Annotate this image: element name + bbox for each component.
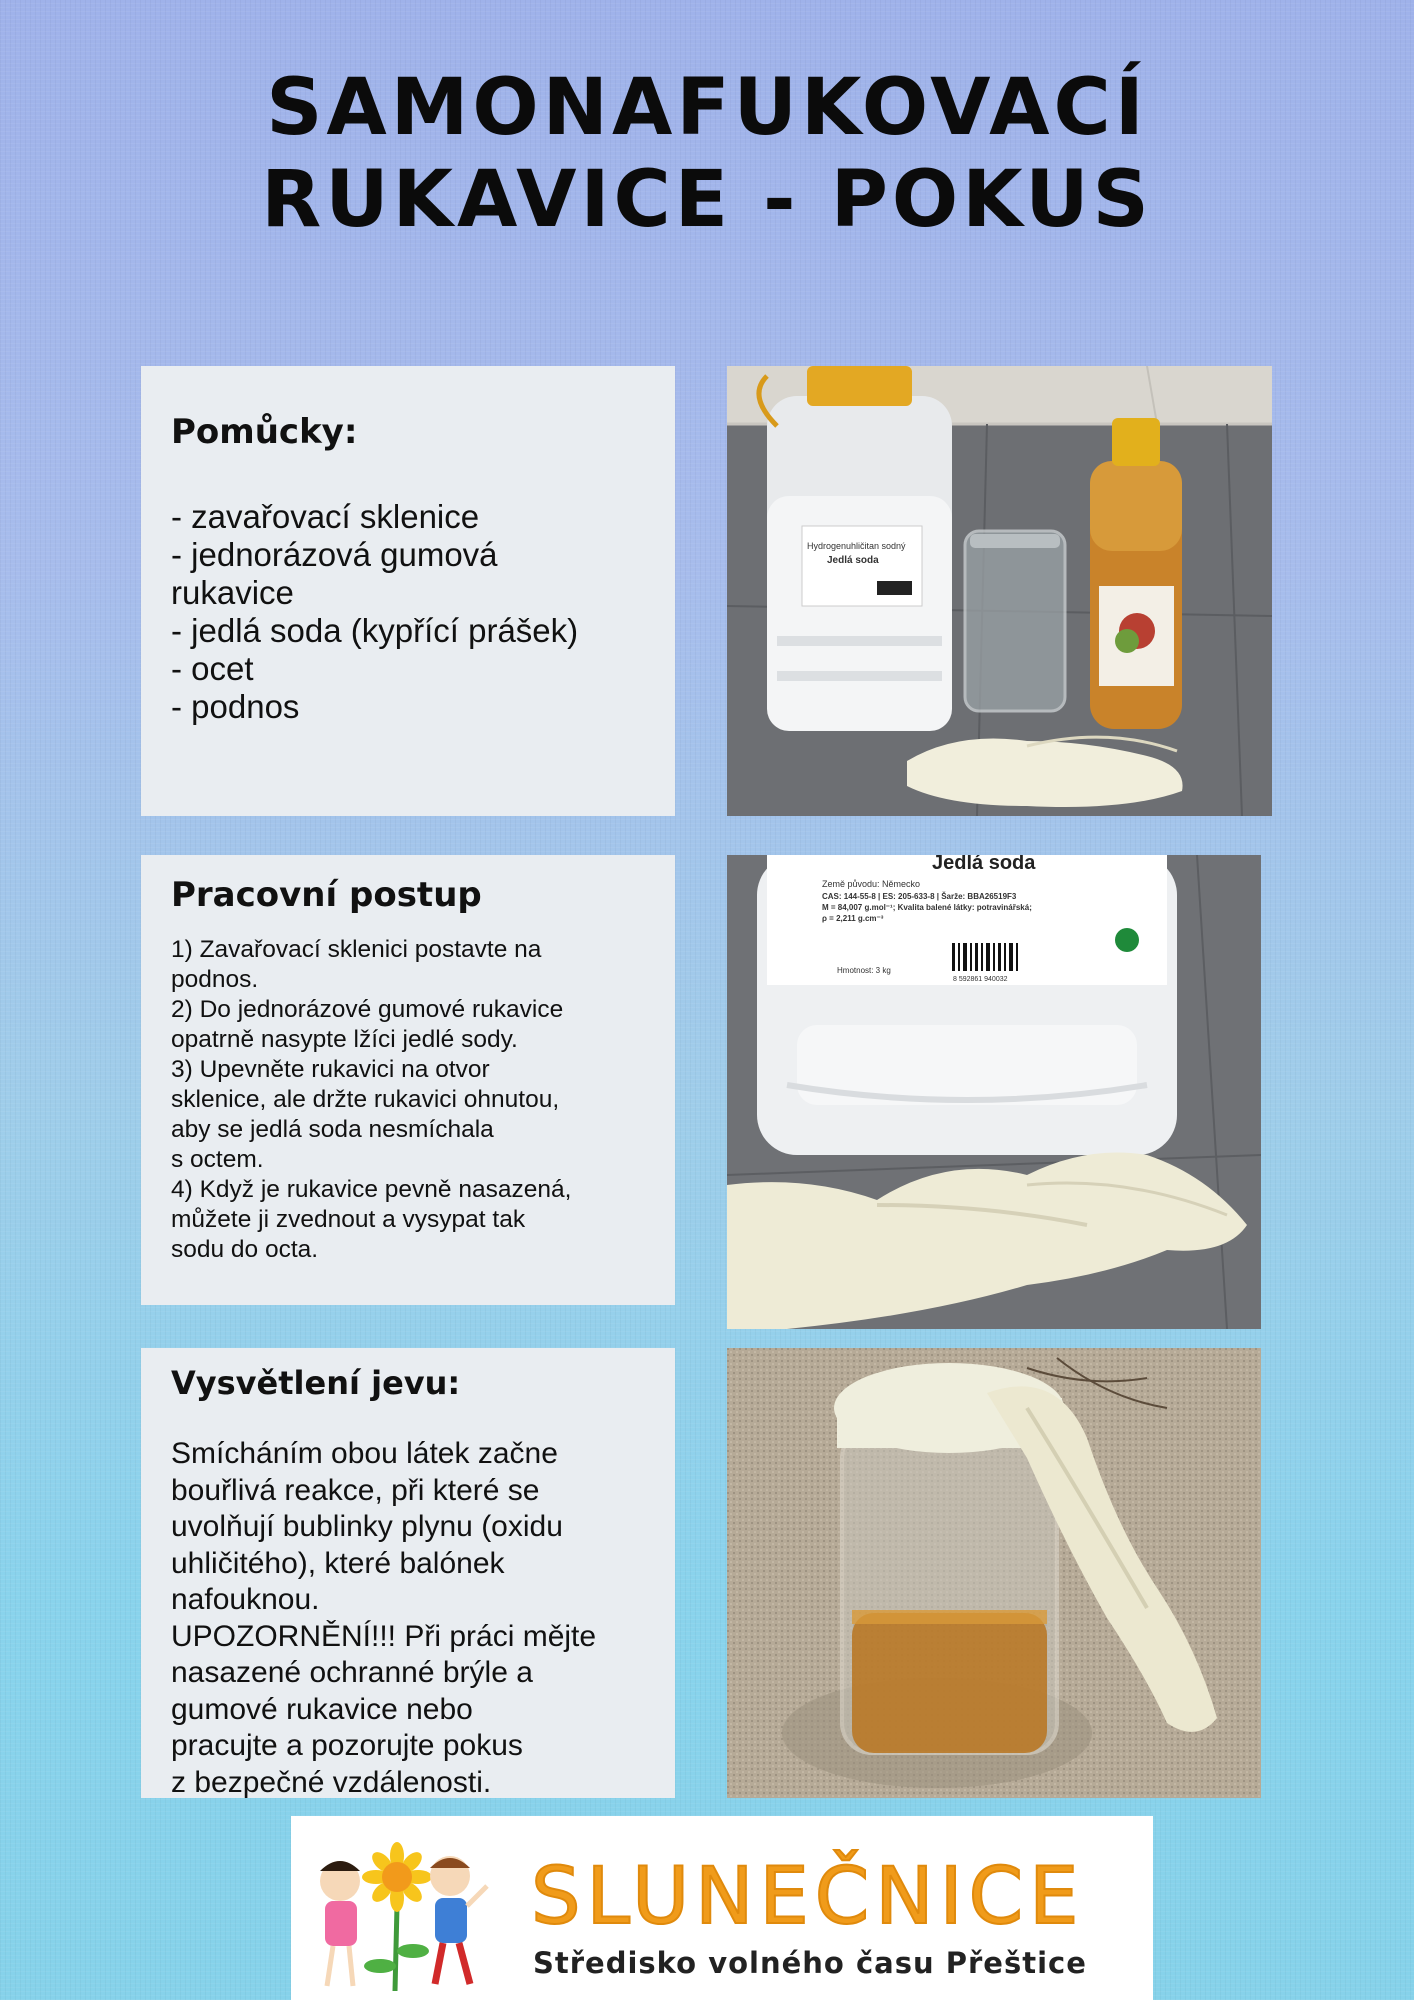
- list-item: sodu do octa.: [171, 1236, 319, 1263]
- procedure-card: [141, 855, 675, 1305]
- barcode-digits: 8 592861 940032: [953, 976, 1008, 983]
- explanation-text: [171, 1436, 653, 1798]
- list-item: - podnos: [171, 688, 300, 725]
- list-item: sklenice, ale držte rukavici ohnutou,: [171, 1086, 560, 1113]
- explanation-card: [141, 1348, 675, 1798]
- text-line: pracujte a pozorujte pokus: [171, 1729, 523, 1762]
- bottle-label-text-2: Jedlá soda: [827, 555, 879, 566]
- procedure-heading: Pracovní postup: [171, 875, 482, 915]
- list-item: můžete ji zvednout a vysypat tak: [171, 1206, 526, 1233]
- supplies-photo: [727, 366, 1272, 816]
- page-title-line-2: RUKAVICE - POKUS: [261, 155, 1153, 245]
- text-line: gumové rukavice nebo: [171, 1692, 473, 1726]
- list-item: opatrně nasypte lžíci jedlé sody.: [171, 1026, 518, 1053]
- list-item: s octem.: [171, 1146, 264, 1173]
- result-photo: [727, 1348, 1261, 1798]
- label-line: Země původu: Německo: [822, 879, 921, 889]
- tools-heading: Pomůcky:: [171, 412, 358, 452]
- label-line: ρ = 2,211 g.cm⁻³: [822, 914, 884, 923]
- text-line: nafouknou.: [171, 1583, 320, 1616]
- procedure-list: [171, 935, 647, 1265]
- label-line: M = 84,007 g.mol⁻¹; Kvalita balené látky: potravinářská;: [822, 903, 1032, 912]
- logo-name: SLUNEČNICE: [531, 1852, 1085, 1942]
- list-item: rukavice: [171, 574, 294, 611]
- weight-text: Hmotnost: 3 kg: [837, 966, 891, 975]
- label-line: CAS: 144-55-8 | ES: 205-633-8 | Šarže: BBA26519F3: [822, 892, 1017, 901]
- label-title: Jedlá soda: [932, 855, 1036, 874]
- list-item: aby se jedlá soda nesmíchala: [171, 1116, 494, 1143]
- page-title: [0, 62, 1414, 246]
- bottle-label-text: Hydrogenuhličitan sodný: [807, 541, 906, 551]
- text-line: z bezpečné vzdálenosti.: [171, 1765, 492, 1798]
- logo-subtitle: Středisko volného času Přeštice: [533, 1946, 1087, 1980]
- sunflower-kids-icon: [295, 1826, 495, 1996]
- text-line: bouřlivá reakce, při které se: [171, 1473, 540, 1507]
- list-item: podnos.: [171, 966, 259, 993]
- list-item: - jednorázová gumová: [171, 536, 498, 573]
- list-item: 4) Když je rukavice pevně nasazená,: [171, 1176, 572, 1203]
- list-item: 1) Zavařovací sklenici postavte na: [171, 936, 542, 963]
- text-line: uvolňují bublinky plynu (oxidu: [171, 1510, 563, 1543]
- text-line: uhličitého), které balónek: [171, 1546, 505, 1580]
- tools-list: [171, 498, 645, 726]
- explanation-heading: Vysvětlení jevu:: [171, 1364, 461, 1402]
- text-line: Smícháním obou látek začne: [171, 1437, 558, 1470]
- list-item: - zavařovací sklenice: [171, 498, 480, 535]
- baking-soda-photo: [727, 855, 1261, 1329]
- page-title-line-1: SAMONAFUKOVACÍ: [266, 63, 1148, 153]
- list-item: - jedlá soda (kypřící prášek): [171, 612, 579, 649]
- tools-card: [141, 366, 675, 816]
- list-item: - ocet: [171, 650, 254, 687]
- list-item: 3) Upevněte rukavici na otvor: [171, 1056, 490, 1083]
- list-item: 2) Do jednorázové gumové rukavice: [171, 996, 564, 1023]
- text-line: nasazené ochranné brýle a: [171, 1656, 533, 1689]
- text-line: UPOZORNĚNÍ!!! Při práci mějte: [171, 1619, 597, 1653]
- organization-logo: [291, 1816, 1153, 2000]
